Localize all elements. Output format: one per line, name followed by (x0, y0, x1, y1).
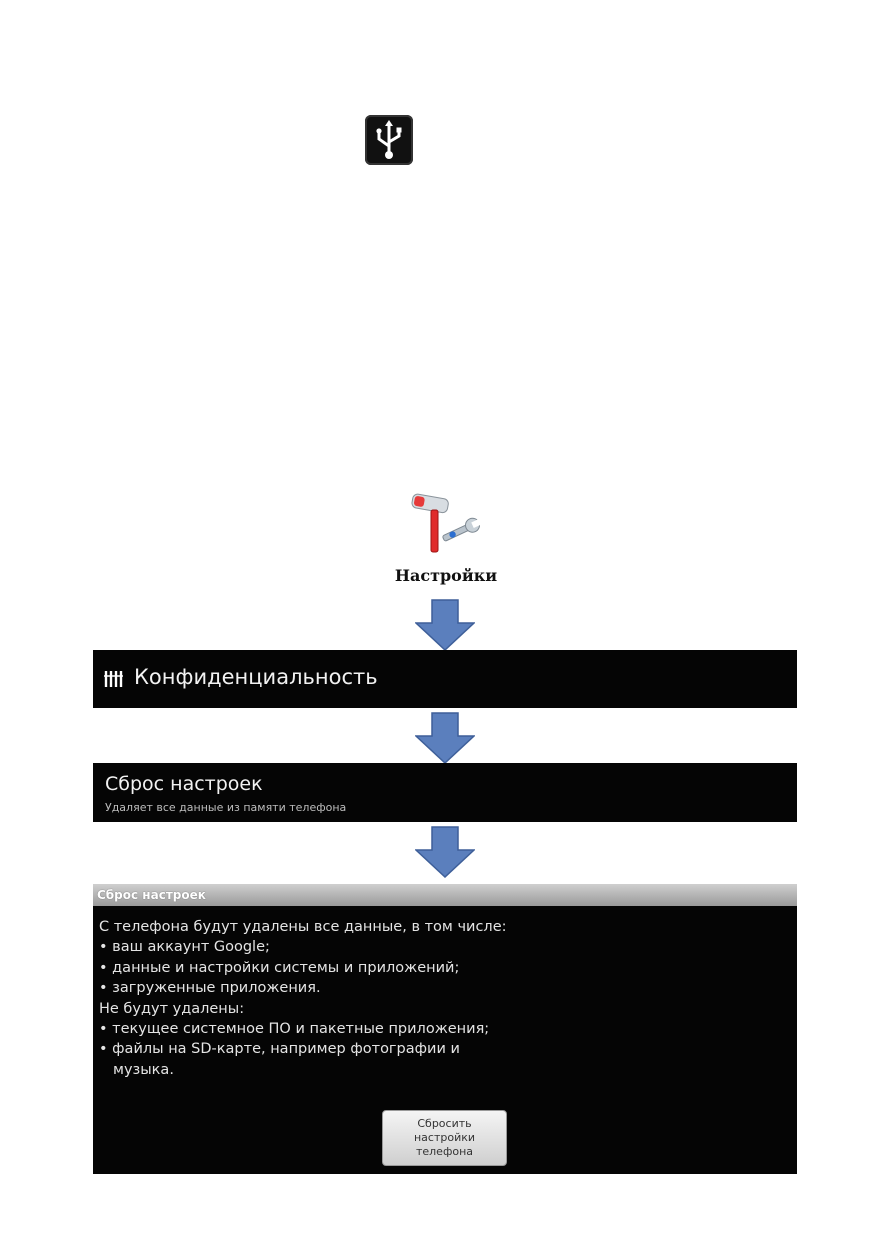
dialog-line: • файлы на SD-карте, например фотографии и (99, 1041, 460, 1058)
settings-label: Настройки (394, 566, 498, 585)
privacy-icon (103, 669, 123, 689)
dialog-line: Не будут удалены: (99, 1000, 245, 1017)
factory-reset-item[interactable] (93, 763, 797, 822)
dialog-line: музыка. (113, 1061, 174, 1078)
settings-icon[interactable] (408, 490, 484, 556)
dialog-line: • ваш аккаунт Google; (99, 939, 270, 956)
dialog-line: • данные и настройки системы и приложений; (99, 959, 460, 976)
privacy-label: Конфиденциальность (134, 665, 378, 689)
privacy-settings-item[interactable] (93, 650, 797, 708)
reset-button-label: Сбросить (417, 1117, 472, 1130)
arrow-down-icon (415, 712, 475, 764)
arrow-down-icon (415, 826, 475, 878)
reset-button-label: телефона (415, 1145, 474, 1158)
reset-button-label: настройки (413, 1131, 476, 1144)
reset-phone-button[interactable] (382, 1110, 507, 1166)
dialog-line: • текущее системное ПО и пакетные приложения; (99, 1021, 490, 1038)
dialog-title: Сброс настроек (93, 884, 797, 906)
dialog-line: • загруженные приложения. (99, 980, 321, 997)
arrow-down-icon (415, 599, 475, 651)
dialog-line: С телефона будут удалены все данные, в том числе: (99, 919, 507, 935)
reset-subtitle: Удаляет все данные из памяти телефона (105, 801, 347, 814)
reset-title: Сброс настроек (105, 773, 263, 795)
dialog-message (99, 917, 507, 1080)
usb-icon (365, 115, 413, 165)
factory-reset-dialog (93, 884, 797, 1174)
